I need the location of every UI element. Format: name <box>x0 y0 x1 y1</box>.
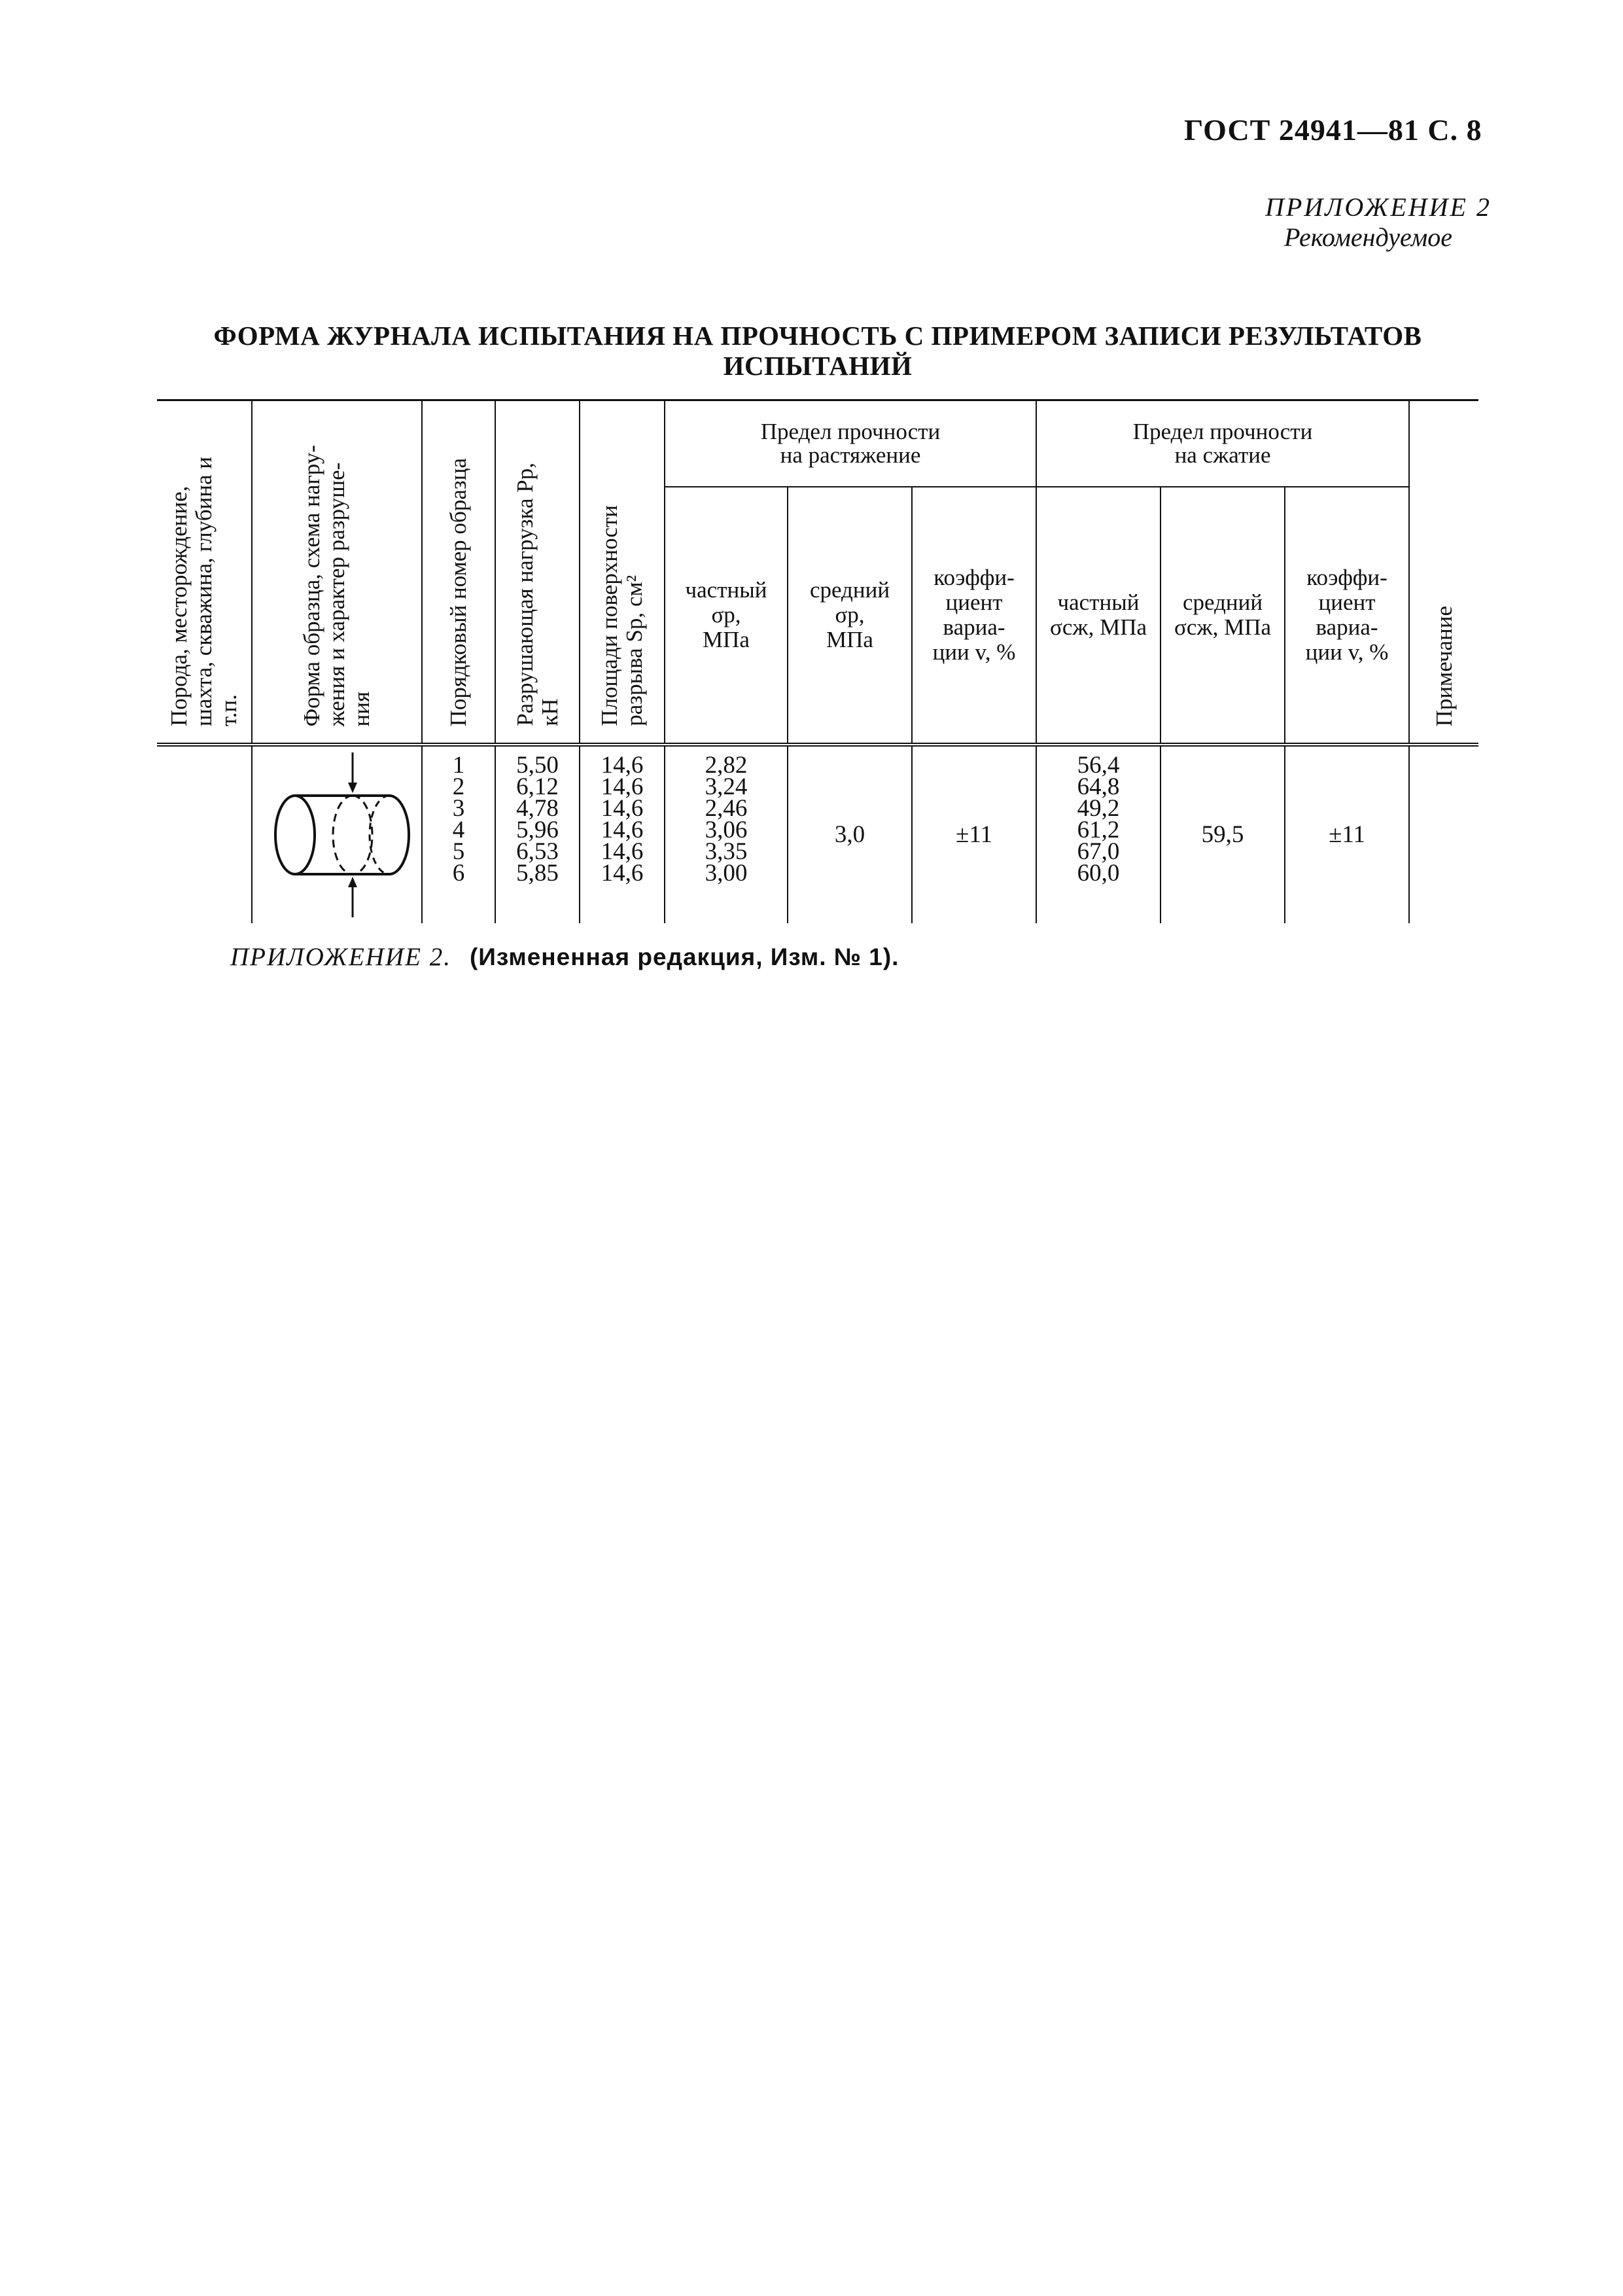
table-cell-value: 3,35 <box>705 838 748 865</box>
table-cell-value: 14,6 <box>601 773 644 800</box>
table-cell-value: 14,6 <box>601 817 644 843</box>
table-cell-value: 3,00 <box>705 860 748 887</box>
cell-order-numbers <box>422 745 495 923</box>
cell-tension-coef: ±11 <box>912 745 1036 923</box>
header-compression-mean: средний σсж, МПа <box>1161 487 1285 745</box>
header-tension-coef: коэффи- циент вариа- ции v, % <box>912 487 1036 745</box>
table-cell-value: 6 <box>452 860 465 887</box>
table-cell-value: 5,96 <box>516 817 559 843</box>
appendix-block <box>1217 192 1492 253</box>
header-shape: Форма образца, схема нагру- жения и характер разруше- ния <box>252 400 422 745</box>
cell-tension-partial <box>665 745 788 923</box>
table-cell-value: 6,53 <box>516 838 559 865</box>
table-cell-value: 14,6 <box>601 795 644 822</box>
table-cell-value: 6,12 <box>516 773 559 800</box>
cell-compression-mean: 59,5 <box>1161 745 1285 923</box>
cell-rock <box>157 745 252 923</box>
header-area: Площади поверхности разрыва Sр, см² <box>580 400 665 745</box>
table-cell-value: 56,4 <box>1077 752 1120 779</box>
table-cell-value: 49,2 <box>1077 795 1120 822</box>
footnote <box>230 942 899 972</box>
cell-compression-partial <box>1036 745 1161 923</box>
footnote-label: ПРИЛОЖЕНИЕ 2. <box>230 943 451 971</box>
cell-areas <box>580 745 665 923</box>
table-cell-value: 3,06 <box>705 817 748 843</box>
cell-sample-shape <box>252 745 422 923</box>
cell-tension-mean: 3,0 <box>788 745 912 923</box>
document-title: ФОРМА ЖУРНАЛА ИСПЫТАНИЯ НА ПРОЧНОСТЬ С ПРИМЕРОМ ЗАПИСИ РЕЗУЛЬТАТОВ ИСПЫТАНИЙ <box>213 321 1422 381</box>
document-reference: ГОСТ 24941—81 С. 8 <box>1184 113 1482 147</box>
table-cell-value: 5,85 <box>516 860 559 887</box>
header-tension-partial: частный σр, МПа <box>665 487 788 745</box>
table-cell-value: 3 <box>452 795 465 822</box>
table-cell-value: 14,6 <box>601 838 644 865</box>
header-load: Разрушающая нагрузка Pр, кН <box>495 400 580 745</box>
appendix-status: Рекомендуемое <box>1283 222 1452 252</box>
cylinder-with-load-arrows-icon <box>258 750 415 920</box>
header-compression-partial: частный σсж, МПа <box>1036 487 1161 745</box>
appendix-label: ПРИЛОЖЕНИЕ 2 <box>1265 192 1492 222</box>
table-cell-value: 2 <box>452 773 465 800</box>
header-tension-mean: средний σр, МПа <box>788 487 912 745</box>
table-cell-value: 14,6 <box>601 860 644 887</box>
table-cell-value: 14,6 <box>601 752 644 779</box>
table-cell-value: 61,2 <box>1077 817 1120 843</box>
table-cell-value: 4 <box>452 817 465 843</box>
table-cell-value: 2,82 <box>705 752 748 779</box>
footnote-text: (Измененная редакция, Изм. № 1). <box>469 944 899 970</box>
test-journal-table <box>157 399 1478 923</box>
table-cell-value: 1 <box>452 752 465 779</box>
table-data-row <box>157 745 1478 923</box>
table-cell-value: 4,78 <box>516 795 559 822</box>
table-cell-value: 64,8 <box>1077 773 1120 800</box>
table-cell-value: 3,24 <box>705 773 748 800</box>
header-note: Примечание <box>1409 400 1478 745</box>
table-cell-value: 2,46 <box>705 795 748 822</box>
header-order: Порядковый номер образца <box>422 400 495 745</box>
header-compression-coef: коэффи- циент вариа- ции v, % <box>1285 487 1409 745</box>
header-tension-group: Предел прочности на растяжение <box>665 400 1036 487</box>
table-cell-value: 5 <box>452 838 465 865</box>
header-rock: Порода, месторождение, шахта, скважина, глубина и т.п. <box>157 400 252 745</box>
header-compression-group: Предел прочности на сжатие <box>1036 400 1409 487</box>
table-cell-value: 67,0 <box>1077 838 1120 865</box>
table-cell-value: 5,50 <box>516 752 559 779</box>
cell-loads <box>495 745 580 923</box>
table-cell-value: 60,0 <box>1077 860 1120 887</box>
cell-note <box>1409 745 1478 923</box>
cell-compression-coef: ±11 <box>1285 745 1409 923</box>
